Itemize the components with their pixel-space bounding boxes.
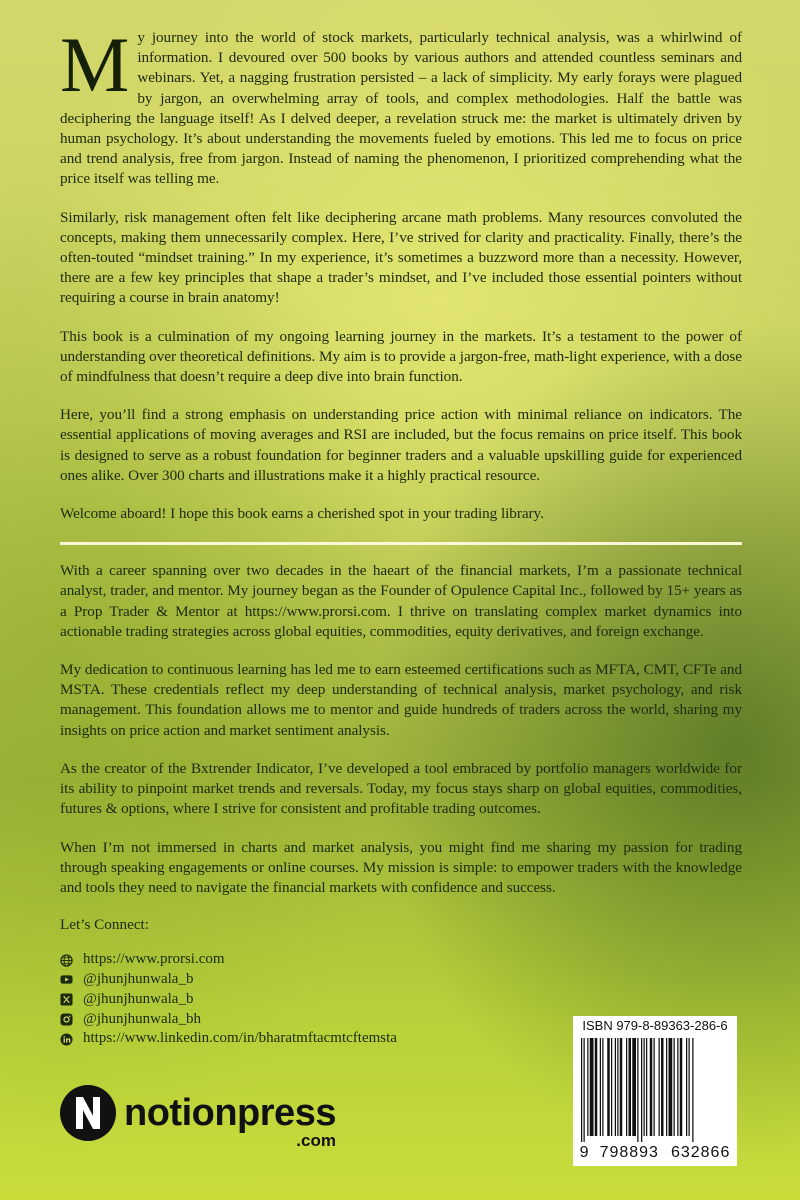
intro-paragraph-4: Here, you’ll find a strong emphasis on understanding price action with minimal reliance on indicators. The essential applications of moving averages and RSI are included, but the focus remains on price itself. This book is designed to serve as a robust foundation for beginner traders and a valuable upskilling guide for experienced ones alike. Over 300 charts and illustrations make it a highly practical resource. (60, 406, 742, 484)
link-linkedin-text: https://www.linkedin.com/in/bharatmftacmtcftemsta (83, 1030, 397, 1047)
link-x-text: @jhunjhunwala_b (83, 990, 194, 1007)
connect-label: Let’s Connect: (60, 916, 149, 934)
barcode-bar (590, 1038, 594, 1136)
barcode-digits-left: 798893 (599, 1144, 659, 1161)
author-paragraph-4: When I’m not immersed in charts and market analysis, you might find me sharing my passion for trading through speaking engagements or online courses. My mission is simple: to empower traders with the knowledge and tools they need to navigate the financial markets with confidence and success. (60, 838, 742, 896)
barcode-bar (600, 1038, 601, 1136)
author-paragraph-1: With a career spanning over two decades in the haeart of the financial markets, I’m a passionate technical analyst, trader, and mentor. My journey began as the Founder of Opulence Capital Inc., followed by 15+ years as a Prop Trader & Mentor at https://www.prorsi.com. I thrive on translating complex market dynamics into actionable trading strategies across global equities, commodities, equity derivatives, and foreign exchange. (60, 562, 742, 640)
barcode-bar (632, 1038, 636, 1136)
barcode-bar (666, 1038, 667, 1136)
barcode-bar (607, 1038, 610, 1136)
barcode-bar (659, 1038, 660, 1136)
link-website[interactable] (60, 950, 742, 970)
barcode-bar (584, 1038, 585, 1142)
publisher-n-icon (60, 1085, 116, 1141)
section-divider (60, 542, 742, 545)
link-instagram-text: @jhunjhunwala_bh (83, 1010, 201, 1027)
barcode-bar (637, 1038, 638, 1142)
barcode-bar (602, 1038, 603, 1136)
barcode-digit-lead: 9 (579, 1144, 590, 1161)
author-paragraph-2: My dedication to continuous learning has led me to earn esteemed certifications such as MFTA, CMT, CFTe and MSTA. These credentials reflect my deep understanding of technical analysis, market psychology, and risk management. This foundation allows me to mentor and guide hundreds of traders across the world, sharing my insights on price action and market sentiment analysis. (60, 661, 742, 739)
globe-icon (60, 954, 73, 967)
barcode-digits (573, 1144, 737, 1162)
barcode-bar (680, 1038, 683, 1136)
linkedin-icon (60, 1033, 73, 1046)
publisher-name-suffix: .com (296, 1131, 336, 1150)
barcode-bar (615, 1038, 616, 1136)
barcode-bar (646, 1038, 647, 1136)
drop-cap: M (60, 21, 130, 108)
barcode-bar (689, 1038, 690, 1136)
isbn-barcode (573, 1016, 737, 1166)
barcode-bar (686, 1038, 687, 1136)
link-youtube-text: @jhunjhunwala_b (83, 970, 194, 987)
publisher-name-main: notionpress (124, 1092, 336, 1134)
back-cover-text (60, 21, 742, 1049)
publisher-name (124, 1092, 336, 1150)
intro-paragraph-1-text: y journey into the world of stock markets, particularly technical analysis, was a whirlwind of information. I devoured over 500 books by various authors and attended countless seminars and webinars. Yet, a nagging frustration persisted – a lack of simplicity. My early forays were plagued by jargon, an overwhelming array of tools, and complex methodologies. Half the battle was deciphering the language itself! As I delved deeper, a revelation struck me: the market is ultimately driven by human psychology. It’s about understanding the movements fueled by emotions. This led me to focus on price and trend analysis, free from jargon. Instead of naming the phenomenon, I prioritized comprehending what the price itself was telling me. (60, 29, 742, 188)
barcode-bars (581, 1038, 729, 1142)
barcode-bar (581, 1038, 582, 1142)
barcode-bar (674, 1038, 675, 1136)
link-website-text: https://www.prorsi.com (83, 951, 225, 968)
barcode-bar (629, 1038, 632, 1136)
barcode-bar (620, 1038, 623, 1136)
barcode-bar (669, 1038, 673, 1136)
publisher-logo (60, 1085, 336, 1150)
instagram-icon (60, 1013, 73, 1026)
barcode-digits-right: 632866 (670, 1144, 731, 1161)
intro-paragraph-2: Similarly, risk management often felt like deciphering arcane math problems. Many resources convoluted the concepts, making them unnecessarily complex. Here, I’ve strived for clarity and practicality. Finally, there’s the often-touted “mindset training.” In my experience, it’s sometimes a buzzword more than a necessity. However, there are a few key principles that shape a trader’s mindset, and I’ve included those essential pointers without requiring a course in brain anatomy! (60, 208, 742, 307)
link-youtube[interactable] (60, 970, 742, 990)
barcode-bar (644, 1038, 645, 1136)
barcode-bar (677, 1038, 678, 1136)
barcode-bar (661, 1038, 664, 1136)
barcode-bar (626, 1038, 627, 1136)
x-icon (60, 993, 73, 1006)
barcode-bar (650, 1038, 653, 1136)
barcode-bar (595, 1038, 598, 1136)
intro-paragraph-3: This book is a culmination of my ongoing learning journey in the markets. It’s a testament to the power of understanding over theoretical definitions. My aim is to provide a jargon-free, math-light experience, with a dose of mindfulness that doesn’t require a deep dive into brain function. (60, 327, 742, 386)
publisher-logo-mark (60, 1085, 116, 1141)
intro-paragraph-1 (60, 21, 742, 190)
barcode-bar (587, 1038, 588, 1136)
link-x[interactable] (60, 990, 742, 1010)
barcode-bar (611, 1038, 612, 1136)
isbn-label: ISBN 979-8-89363-286-6 (582, 1018, 728, 1033)
intro-paragraph-5: Welcome aboard! I hope this book earns a cherished spot in your trading library. (60, 505, 544, 523)
barcode-bar (654, 1038, 655, 1136)
barcode-bar (641, 1038, 642, 1142)
barcode-bar (692, 1038, 693, 1142)
youtube-icon (60, 973, 73, 986)
barcode-bar (617, 1038, 618, 1136)
author-paragraph-3: As the creator of the Bxtrender Indicator, I’ve developed a tool embraced by portfolio managers worldwide for its ability to pinpoint market trends and reversals. Today, my focus stays sharp on global equities, commodities, futures & options, where I strive for consistent and profitable trading outcomes. (60, 759, 742, 818)
